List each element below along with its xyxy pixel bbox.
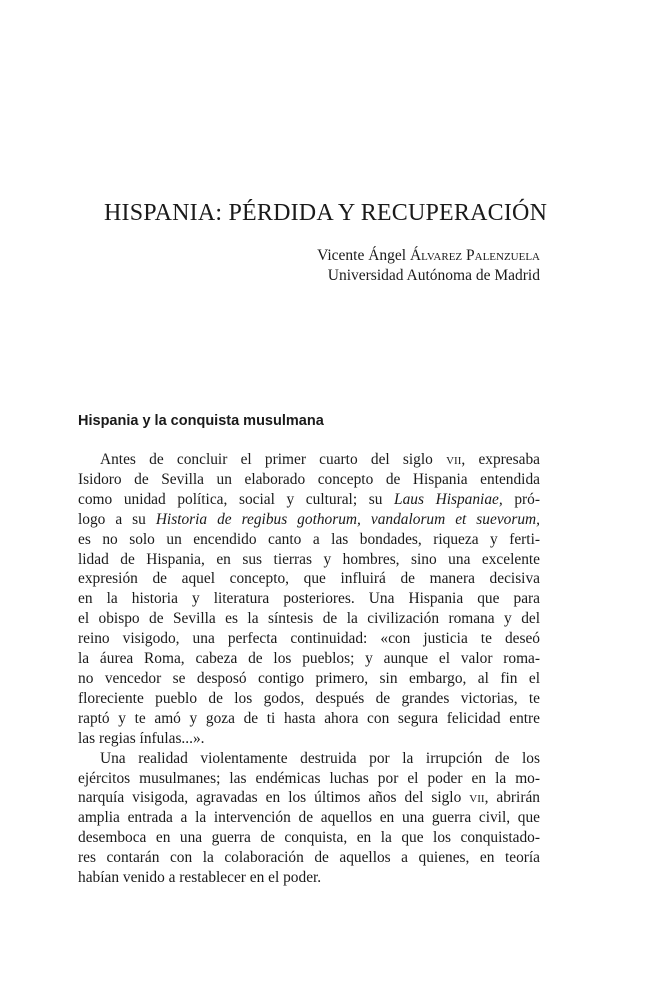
author-surname: Álvarez Palenzuela: [409, 247, 540, 264]
text-line: no vencedor se desposó contigo primero, sin embargo, al fin el: [78, 669, 540, 687]
text-line: expresión de aquel concepto, que influirá de manera decisiva: [78, 570, 540, 588]
text-line: Una realidad violentamente destruida por la irrupción de los: [100, 749, 540, 767]
author-name: [200, 246, 540, 266]
text-line: ejércitos musulmanes; las endémicas luchas por el poder en la mo-: [78, 769, 540, 787]
text-line: reino visigodo, una perfecta continuidad: «con justicia te deseó: [78, 630, 540, 648]
text-line: amplia entrada a la intervención de aquellos en una guerra civil, que: [78, 809, 540, 827]
paragraph-1: [78, 450, 540, 749]
text-line: Antes de concluir el primer cuarto del siglo vii, expresaba: [100, 451, 540, 468]
text-line: las regias ínfulas...».: [78, 729, 205, 747]
text-line: el obispo de Sevilla es la síntesis de la civilización romana y del: [78, 610, 540, 628]
text-line: en la historia y literatura posteriores. Una Hispania que para: [78, 590, 540, 608]
text-line: narquía visigoda, agravadas en los últimos años del siglo vii, abrirán: [78, 789, 540, 807]
body-text: [78, 450, 540, 888]
text-line: desemboca en una guerra de conquista, en la que los conquistado-: [78, 829, 540, 847]
text-line: lidad de Hispania, en sus tierras y hombres, sino una excelente: [78, 550, 540, 568]
text-line: habían venido a restablecer en el poder.: [78, 869, 322, 887]
author-given-name: Vicente Ángel: [317, 247, 407, 264]
text-line: raptó y te amó y goza de ti hasta ahora con segura felicidad entre: [78, 709, 540, 727]
text-line: como unidad política, social y cultural; su Laus Hispaniae, pró-: [78, 490, 540, 508]
paragraph-2: [78, 749, 540, 888]
chapter-title: HISPANIA: PÉRDIDA Y RECUPERACIÓN: [104, 200, 548, 226]
author-affiliation: Universidad Autónoma de Madrid: [327, 267, 540, 284]
author-byline: [200, 246, 540, 286]
text-line: floreciente pueblo de los godos, después de grandes victorias, te: [78, 689, 540, 707]
text-line: es no solo un encendido canto a las bondades, riqueza y ferti-: [78, 530, 540, 548]
text-line: res contarán con la colaboración de aquellos a quienes, en teoría: [78, 849, 540, 867]
text-line: logo a su Historia de regibus gothorum, vandalorum et suevorum,: [78, 510, 540, 528]
text-line: la áurea Roma, cabeza de los pueblos; y aunque el valor roma-: [78, 650, 540, 668]
section-heading: Hispania y la conquista musulmana: [78, 413, 324, 429]
text-line: Isidoro de Sevilla un elaborado concepto de Hispania entendida: [78, 470, 540, 488]
